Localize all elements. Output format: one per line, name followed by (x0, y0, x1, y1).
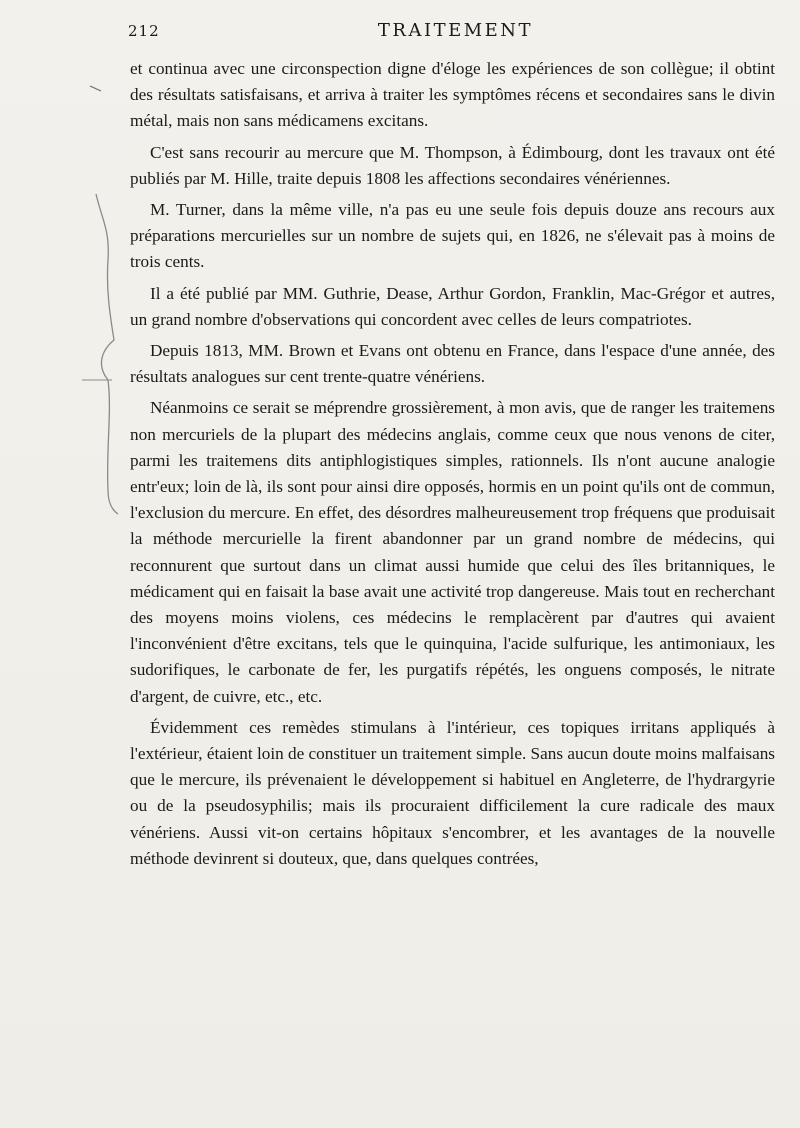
body-text (130, 56, 775, 877)
paragraph-thompson: C'est sans recourir au mercure que M. Thompson, à Édimbourg, dont les travaux ont été publiés par M. Hille, traite depuis 1808 les affections secondaires vénériennes. (130, 142, 775, 188)
paragraph-continuation: et continua avec une circonspection digne d'éloge les expériences de son collègue; il obtint des résultats satisfaisans, et arriva à traiter les symptômes récens et secondaires sans le divin métal, mais non sans médicamens excitans. (130, 59, 775, 131)
running-head (128, 20, 783, 50)
pencil-tick-mark (88, 82, 104, 96)
paragraph-brown-evans: Depuis 1813, MM. Brown et Evans ont obtenu en France, dans l'espace d'une année, des résultats analogues sur cent trente-quatre vénériens. (130, 341, 775, 387)
pencil-margin-bracket (82, 190, 122, 520)
page-number: 212 (128, 22, 160, 40)
paragraph-neanmoins: Néanmoins ce serait se méprendre grossièrement, à mon avis, que de ranger les traitemens non mercuriels de la plupart des médecins anglais, comme ceux que nous venons de citer, parmi les traitemens dits antiphlogistiques simples, rationnels. Ils n'ont aucune analogie entr'eux; loin de là, ils sont pour ainsi dire opposés, hormis en un point qu'ils ont de commun, l'exclusion du mercure. En effet, des désordres malheureusement trop fréquens que produisait la méthode mercurielle la firent abandonner par un grand nombre de médecins, qui reconnurent que surtout dans un climat aussi humide que celui des îles britanniques, le médicament qui en faisait la base avait une activité trop dangereuse. Mais tout en recherchant des moyens moins violens, ces médecins le remplacèrent par d'autres qui avaient l'inconvénient d'être excitans, tels que le quinquina, l'acide sulfurique, les antimoniaux, les sudorifiques, le carbonate de fer, les purgatifs répétés, les onguens composés, le nitrate d'argent, de cuivre, etc., etc. (130, 398, 775, 706)
paragraph-guthrie: Il a été publié par MM. Guthrie, Dease, Arthur Gordon, Franklin, Mac-Grégor et autres, un grand nombre d'observations qui concordent avec celles de leurs compatriotes. (130, 283, 775, 329)
paragraph-turner: M. Turner, dans la même ville, n'a pas eu une seule fois depuis douze ans recours aux préparations mercurielles sur un nombre de sujets qui, en 1826, ne s'élevait pas à moins de trois cents. (130, 200, 775, 272)
paragraph-evidemment: Évidemment ces remèdes stimulans à l'intérieur, ces topiques irritans appliqués à l'extérieur, étaient loin de constituer un traitement simple. Sans aucun doute moins malfaisans que le mercure, ils prévenaient le développement si habituel en Angleterre, de l'hydrargyrie ou de la pseudosyphilis; mais ils procuraient difficilement la cure radicale des maux vénériens. Aussi vit-on certains hôpitaux s'encombrer, et les avantages de la nouvelle méthode devinrent si douteux, que, dans quelques contrées, (130, 717, 775, 868)
running-title: TRAITEMENT (377, 20, 534, 41)
